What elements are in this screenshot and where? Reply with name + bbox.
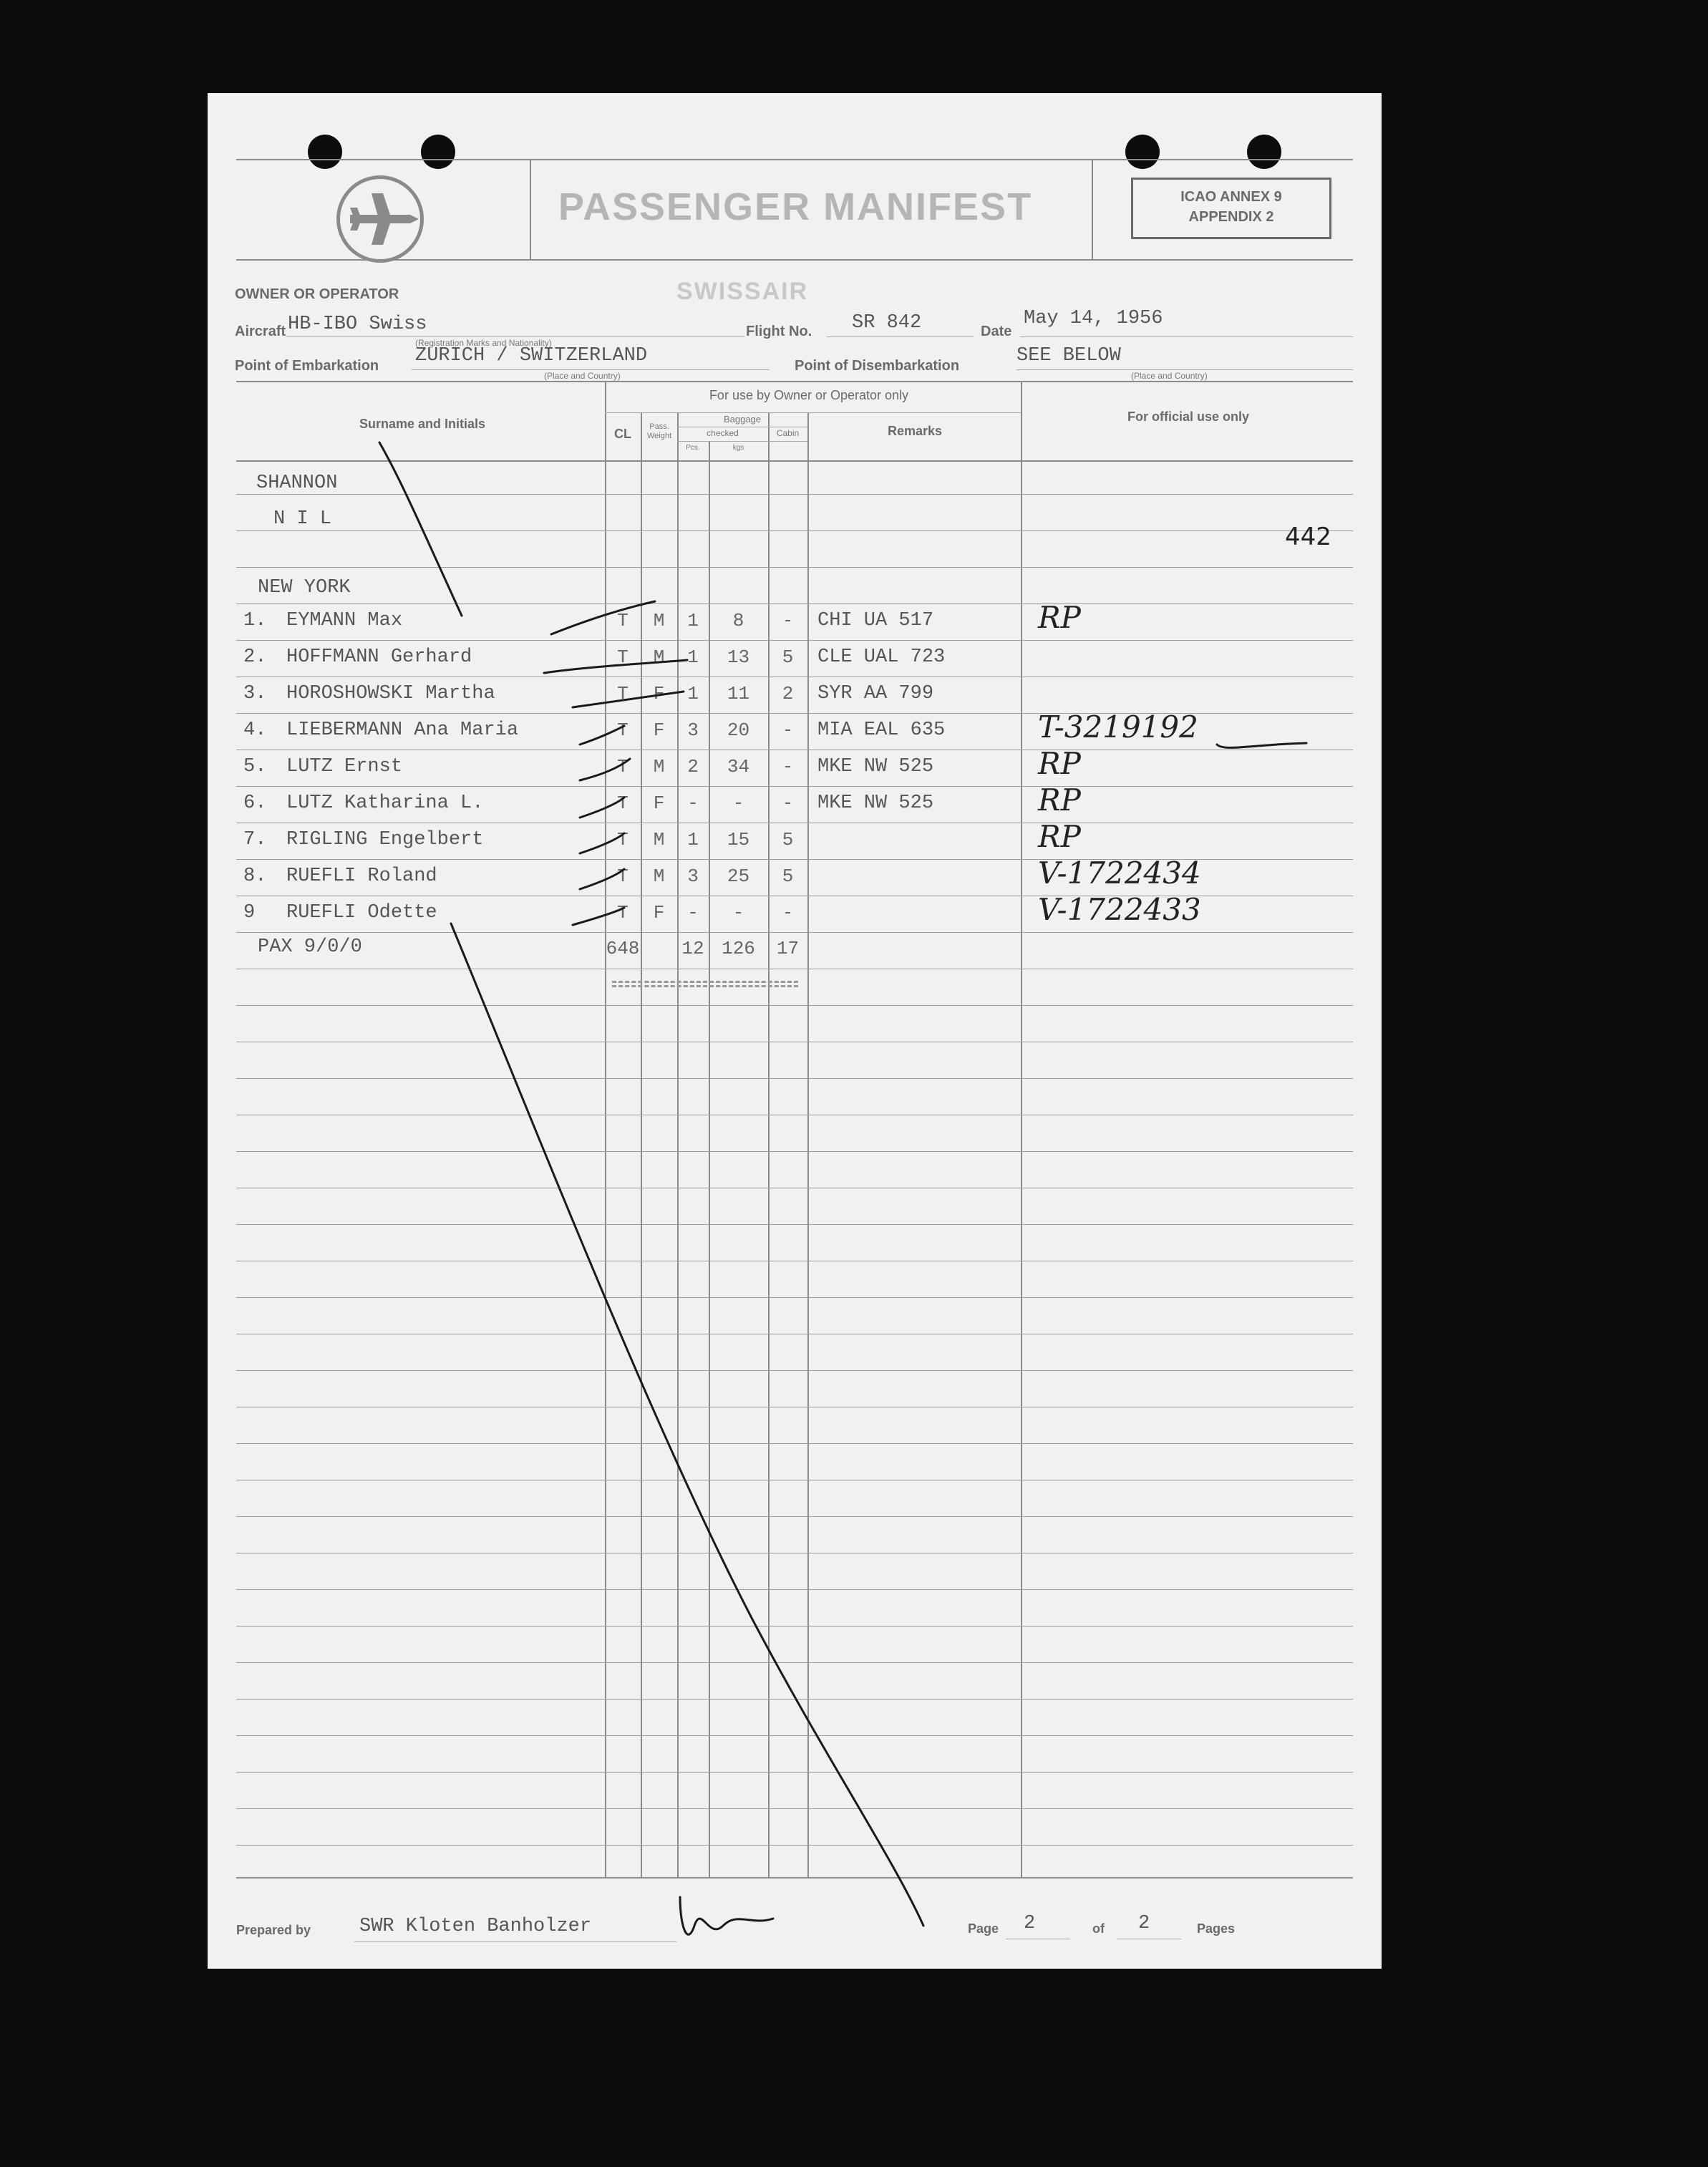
prepared-by-rule — [354, 1941, 676, 1942]
baggage-pcs: 1 — [687, 683, 699, 704]
flight-value: SR 842 — [852, 312, 922, 334]
passenger-class: T — [617, 683, 629, 704]
pages-label: Pages — [1197, 1921, 1236, 1936]
total-pcs: 12 — [681, 938, 704, 959]
destination-shannon: SHANNON — [256, 472, 338, 494]
official-handwritten-note: RP — [1038, 782, 1081, 818]
cabin-baggage: 5 — [782, 866, 794, 887]
baggage-kgs: - — [732, 792, 744, 814]
embarkation-value: ZURICH / SWITZERLAND — [415, 345, 648, 367]
baggage-kgs: 25 — [727, 866, 750, 887]
destination-new-york: NEW YORK — [258, 577, 351, 598]
icao-annex: ICAO ANNEX 9 — [1180, 189, 1282, 205]
passenger-remarks: SYR AA 799 — [817, 683, 934, 704]
baggage-kgs: 11 — [727, 683, 750, 704]
baggage-kgs: 20 — [727, 719, 750, 741]
kgs-header: kgs — [732, 444, 744, 452]
flight-label: Flight No. — [746, 324, 812, 339]
weight-column-header: Pass. Weight — [646, 422, 672, 440]
cabin-baggage: 2 — [782, 683, 794, 704]
passenger-sex: F — [653, 902, 665, 923]
cabin-baggage: 5 — [782, 646, 794, 668]
page-label: Page — [968, 1921, 999, 1936]
shannon-nil-note: N I L — [273, 508, 332, 530]
baggage-kgs: 13 — [727, 646, 750, 668]
passenger-name: RUEFLI Odette — [286, 902, 437, 923]
passenger-number: 4. — [243, 719, 267, 741]
pcs-header: Pcs. — [686, 444, 700, 452]
aircraft-value: HB-IBO Swiss — [288, 314, 427, 335]
cabin-baggage: - — [782, 902, 794, 923]
cabin-baggage: - — [782, 792, 794, 814]
passenger-number: 8. — [243, 866, 267, 887]
official-handwritten-note: RP — [1038, 600, 1081, 635]
passenger-name: EYMANN Max — [286, 610, 403, 631]
official-handwritten-note: T-3219192 — [1038, 709, 1198, 745]
total-kgs: 126 — [722, 938, 755, 959]
disembarkation-value: SEE BELOW — [1016, 345, 1121, 367]
passenger-sex: M — [653, 756, 665, 777]
baggage-pcs: 1 — [687, 829, 699, 850]
total-cabin: 17 — [776, 938, 800, 959]
passenger-class: T — [617, 866, 629, 887]
baggage-kgs: 8 — [732, 610, 744, 631]
cabin-baggage: - — [782, 719, 794, 741]
passenger-sex: M — [653, 646, 665, 668]
baggage-pcs: 3 — [687, 866, 699, 887]
operator-name: SWISSAIR — [676, 278, 809, 305]
passenger-sex: F — [653, 683, 665, 704]
class-column-header: CL — [614, 427, 631, 441]
passenger-number: 9 — [243, 902, 256, 923]
page-value: 2 — [1024, 1913, 1036, 1934]
passenger-remarks: MIA EAL 635 — [817, 719, 946, 741]
passenger-remarks: CLE UAL 723 — [817, 646, 946, 668]
total-weight: 648 — [606, 938, 640, 959]
passenger-sex: F — [653, 719, 665, 741]
passenger-name: HOFFMANN Gerhard — [286, 646, 472, 668]
baggage-pcs: 3 — [687, 719, 699, 741]
baggage-pcs: 1 — [687, 646, 699, 668]
passenger-sex: M — [653, 866, 665, 887]
names-column-header: Surname and Initials — [359, 417, 486, 431]
passenger-name: RIGLING Engelbert — [286, 829, 484, 850]
passenger-number: 5. — [243, 756, 267, 777]
baggage-header: Baggage — [723, 414, 762, 425]
official-handwritten-note: V-1722433 — [1038, 892, 1201, 927]
baggage-pcs: - — [687, 792, 699, 814]
remarks-column-header: Remarks — [887, 424, 943, 438]
passenger-class: T — [617, 792, 629, 814]
passenger-class: T — [617, 756, 629, 777]
baggage-pcs: - — [687, 902, 699, 923]
checked-header: checked — [707, 428, 739, 438]
manifest-sheet — [208, 93, 1382, 1969]
passenger-number: 6. — [243, 792, 267, 814]
passenger-number: 2. — [243, 646, 267, 668]
cabin-baggage: - — [782, 610, 794, 631]
baggage-kgs: 34 — [727, 756, 750, 777]
passenger-class: T — [617, 610, 629, 631]
baggage-kgs: 15 — [727, 829, 750, 850]
cabin-baggage: 5 — [782, 829, 794, 850]
prepared-by-label: Prepared by — [236, 1923, 311, 1937]
passenger-sex: M — [653, 610, 665, 631]
passenger-name: LIEBERMANN Ana Maria — [286, 719, 519, 741]
icao-appendix: APPENDIX 2 — [1188, 209, 1274, 225]
owner-label: OWNER OR OPERATOR — [235, 286, 399, 302]
date-value: May 14, 1956 — [1024, 308, 1163, 329]
passenger-remarks: CHI UA 517 — [817, 610, 934, 631]
cabin-baggage: - — [782, 756, 794, 777]
official-handwritten-note: V-1722434 — [1038, 855, 1201, 891]
passenger-sex: F — [653, 792, 665, 814]
embarkation-label: Point of Embarkation — [235, 358, 379, 374]
handwritten-page-number: 442 — [1285, 523, 1331, 551]
baggage-pcs: 1 — [687, 610, 699, 631]
passenger-name: LUTZ Ernst — [286, 756, 403, 777]
baggage-pcs: 2 — [687, 756, 699, 777]
passenger-name: RUEFLI Roland — [286, 866, 437, 887]
owner-use-header: For use by Owner or Operator only — [709, 388, 909, 402]
baggage-kgs: - — [732, 902, 744, 923]
aircraft-sublabel: (Registration Marks and Nationality) — [415, 338, 552, 348]
passenger-class: T — [617, 646, 629, 668]
pen-strokes — [208, 93, 1382, 1969]
passenger-number: 3. — [243, 683, 267, 704]
cabin-header: Cabin — [776, 428, 800, 438]
passenger-remarks: MKE NW 525 — [817, 792, 934, 814]
of-label: of — [1092, 1921, 1105, 1936]
passenger-number: 1. — [243, 610, 267, 631]
official-handwritten-note: RP — [1038, 746, 1081, 781]
embarkation-sublabel: (Place and Country) — [544, 371, 621, 381]
date-label: Date — [981, 324, 1012, 339]
aircraft-label: Aircraft — [235, 324, 286, 339]
passenger-class: T — [617, 829, 629, 850]
passenger-number: 7. — [243, 829, 267, 850]
prepared-by-value: SWR Kloten Banholzer — [359, 1916, 592, 1937]
page-title: PASSENGER MANIFEST — [558, 185, 1033, 228]
disembarkation-label: Point of Disembarkation — [795, 358, 960, 374]
passenger-name: LUTZ Katharina L. — [286, 792, 484, 814]
passenger-remarks: MKE NW 525 — [817, 756, 934, 777]
pax-total: PAX 9/0/0 — [258, 936, 362, 958]
of-value: 2 — [1138, 1913, 1150, 1934]
passenger-sex: M — [653, 829, 665, 850]
passenger-class: T — [617, 902, 629, 923]
official-column-header: For official use only — [1127, 409, 1250, 424]
passenger-name: HOROSHOWSKI Martha — [286, 683, 495, 704]
official-handwritten-note: RP — [1038, 819, 1081, 854]
disembarkation-sublabel: (Place and Country) — [1131, 371, 1208, 381]
passenger-class: T — [617, 719, 629, 741]
